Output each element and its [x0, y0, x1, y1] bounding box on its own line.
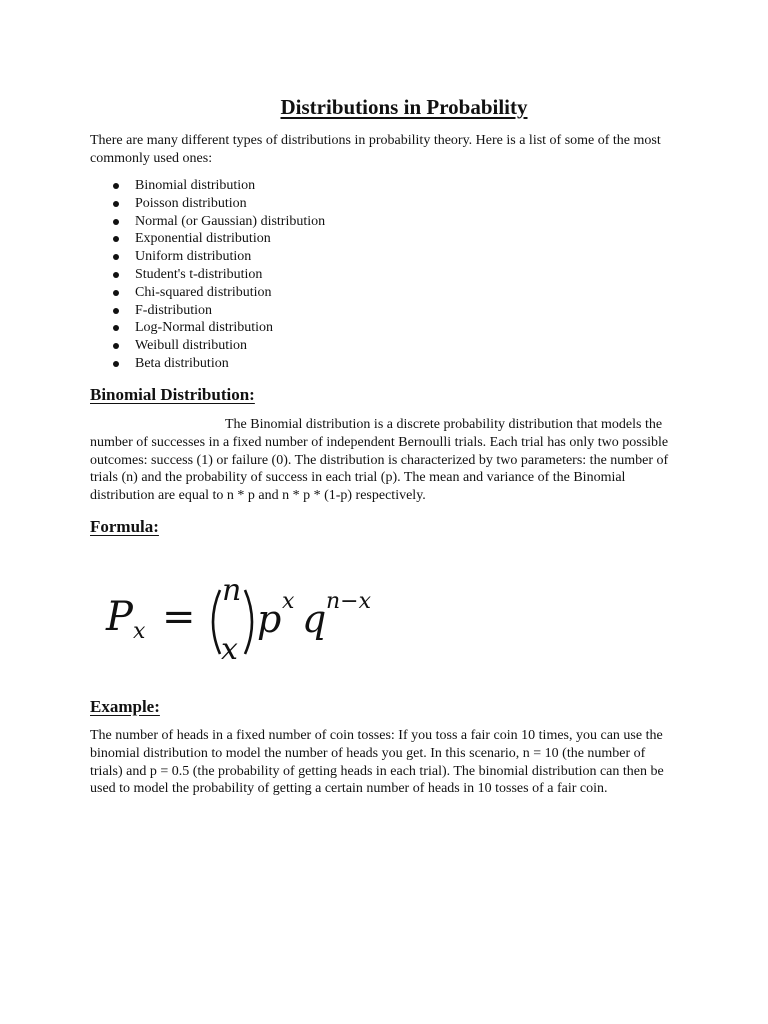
list-item-label: Normal (or Gaussian) distribution — [135, 213, 326, 229]
formula-equals: = — [162, 594, 196, 640]
list-item — [90, 266, 325, 284]
list-item — [90, 302, 325, 320]
bullet-icon — [113, 236, 119, 242]
formula-binom-top: n — [222, 573, 242, 608]
list-item — [90, 213, 325, 231]
bullet-icon — [113, 183, 119, 189]
bullet-icon — [113, 308, 119, 314]
bullet-icon — [113, 290, 119, 296]
list-item-label: Student's t-distribution — [135, 266, 263, 282]
list-item — [90, 177, 325, 195]
list-item — [90, 355, 325, 373]
formula-q: q — [302, 597, 327, 641]
binomial-paragraph — [90, 416, 680, 505]
formula-p-exponent: x — [282, 589, 295, 614]
list-item-label: Weibull distribution — [135, 338, 248, 354]
list-item-label: Chi-squared distribution — [135, 284, 272, 300]
formula-q-exponent: n−x — [326, 589, 372, 614]
formula-binom-bottom: x — [221, 632, 238, 667]
list-item — [90, 284, 325, 302]
list-item-label: F-distribution — [135, 302, 213, 318]
bullet-icon — [113, 325, 119, 331]
example-paragraph: The number of heads in a fixed number of coin tosses: If you toss a fair coin 10 times, you can use the binomial distribution to model the number of heads you get. In this scenario, n = 10 (the number of trials) and p = 0.5 (the probability of getting heads in each trial). The binomial distribution can then be used to model the probability of getting a certain number of heads in 10 tosses of a fair coin. — [90, 728, 664, 797]
intro-paragraph: There are many different types of distributions in probability theory. Here is a list of some of the most commonly used ones: — [90, 133, 661, 166]
distribution-list — [90, 177, 325, 373]
right-paren-icon — [245, 590, 252, 654]
list-item-label: Poisson distribution — [135, 195, 247, 211]
binomial-heading: Binomial Distribution: — [90, 385, 255, 404]
list-item-label: Exponential distribution — [135, 231, 271, 247]
bullet-icon — [113, 254, 119, 260]
formula-p: p — [257, 597, 282, 641]
formula-lhs-subscript: x — [133, 619, 146, 644]
list-item — [90, 248, 325, 266]
bullet-icon — [113, 343, 119, 349]
bullet-icon — [113, 201, 119, 207]
example-heading: Example: — [90, 697, 160, 716]
left-paren-icon — [213, 590, 220, 654]
page-title: Distributions in Probability — [280, 95, 528, 119]
formula-lhs: P — [106, 594, 133, 640]
formula-graphic — [100, 562, 400, 672]
list-item — [90, 319, 325, 337]
list-item — [90, 337, 325, 355]
list-item-label: Beta distribution — [135, 355, 229, 371]
formula-heading: Formula: — [90, 517, 159, 536]
list-item — [90, 195, 325, 213]
bullet-icon — [113, 272, 119, 278]
bullet-icon — [113, 219, 119, 225]
list-item-label: Uniform distribution — [135, 249, 252, 265]
bullet-icon — [113, 361, 119, 367]
binomial-paragraph-text: The Binomial distribution is a discrete probability distribution that models the number of successes in a fixed number of independent Bernoulli trials. Each trial has only two possible outcomes: success (1) or failure (0). The distribution is characterized by two parameters: the number of trials (n) and the probability of success in each trial (p). The mean and variance of the Binomial distribution are equal to n * p and n * p * (1-p) respectively. — [90, 417, 669, 504]
binomial-formula — [100, 562, 400, 672]
list-item-label: Log-Normal distribution — [135, 320, 274, 336]
list-item — [90, 230, 325, 248]
list-item-label: Binomial distribution — [135, 178, 256, 193]
